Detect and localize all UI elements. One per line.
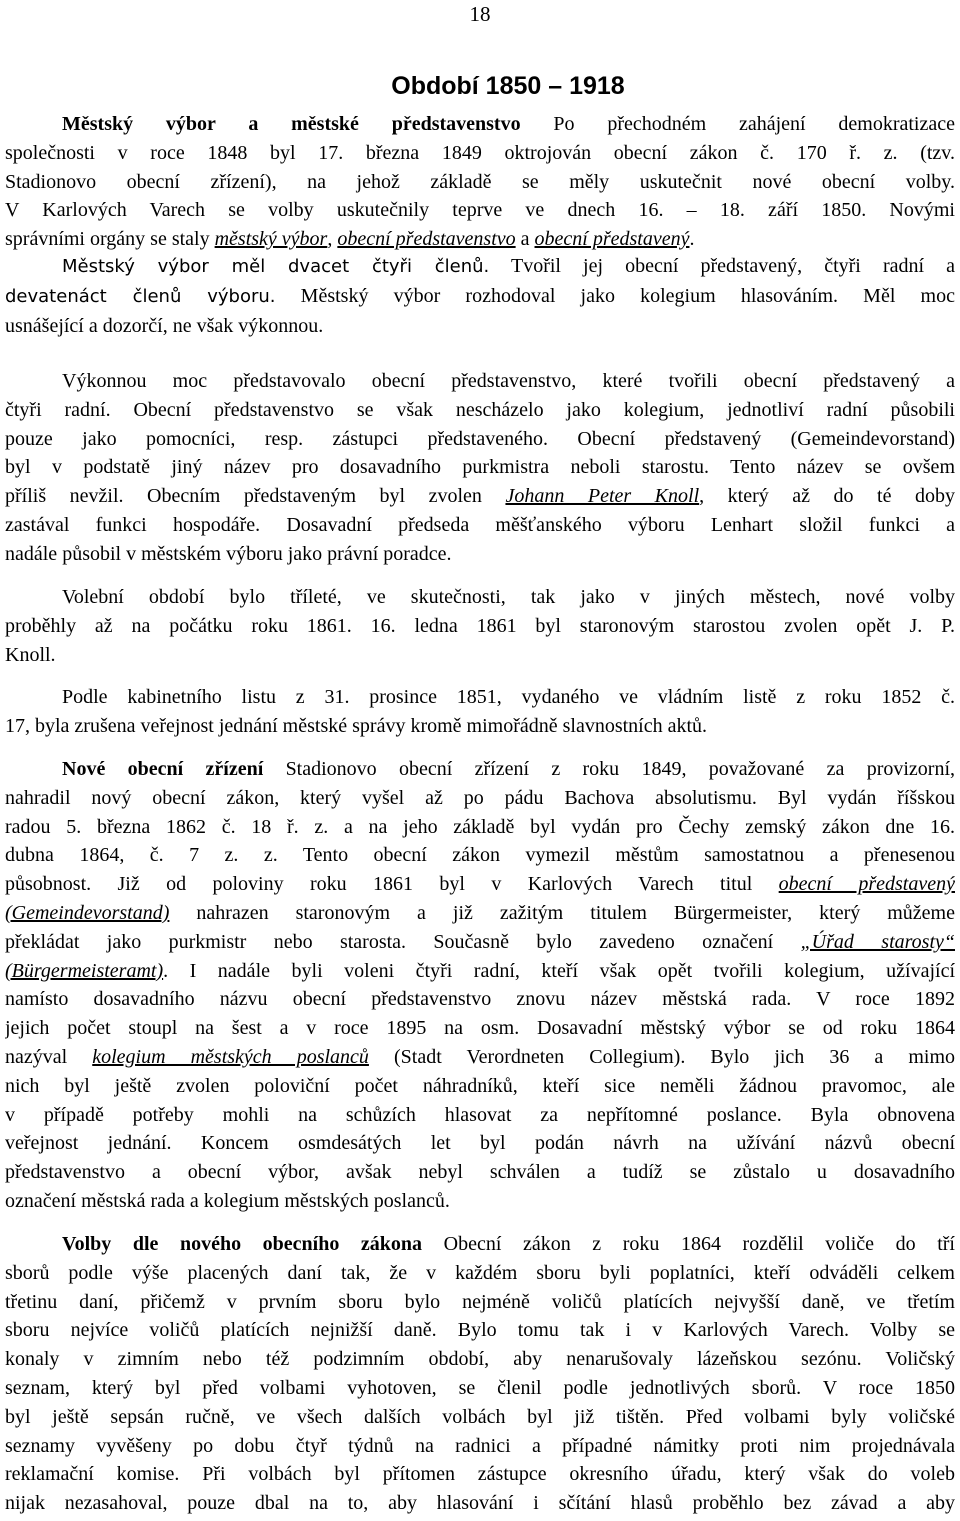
subheading-nove-obecni-zrizeni: Nové obecní zřízení (62, 758, 264, 780)
term-urad-starosty: „Úřad starosty“ (800, 930, 955, 953)
paragraph-nove-obecni-zrizeni: Nové obecní zřízení Stadionovo obecní zřízení z roku 1849, považované za provizorní, nahradil nový obecní zákon, který vyšel až po pádu Bachova absolutismu. Byl vydán říšskou radou 5. března 1862 č. 18 ř. z. a na jeho základě byl vydán pro Čechy zemský zákon dne 16. dubna 1864, č. 7 z. z. Tento obecní zákon vymezil městům samostatnou a přenesenou působnost. Již od poloviny roku 1861 byl v Karlových Varech titul obecní představený (Gemeindevorstand) nahrazen staronovým a již zažitým titulem Bürgermeister, který můžeme překládat jako purkmistr nebo starosta. Současně bylo zavedeno označení „Úřad starosty“ (Bürgermeisteramt). I nadále byli voleni čtyři radní, kteří však opět tvořili kolegium, užívající namísto dosavadního názvu obecní představenstvo znovu název městská rada. V roce 1892 jejich počet stoupl na šest a v roce 1895 na osm. Dosavadní městský výbor se od roku 1864 nazýval kolegium městských poslanců (Stadt Verordneten Collegium). Bylo jich 36 a mimo nich byl ještě zvolen poloviční počet náhradníků, kteří sice neměli žádnou pravomoc, ale v případě potřeby mohli na schůzích hlasovat za nepřítomné poslance. Byla obnovena veřejnost jednání. Koncem osmdesátých let byl podán návrh na užívání názvů obecní představenstvo a obecní výbor, avšak nebyl schválen a tudíž se zůstalo u dosavadního označení městská rada a kolegium městských poslanců. (5, 758, 955, 1212)
paragraph-volebni-obdobi: Volební období bylo tříleté, ve skutečnosti, tak jako v jiných městech, nové volby proběhly až na počátku roku 1861. 16. ledna 1861 byl staronovým starostou zvolen opět J. P. Knoll. (5, 586, 955, 666)
paragraph-mestsky-vybor: Městský výbor a městské představenstvo Po přechodném zahájení demokratizace společnosti v roce 1848 byl 17. března 1849 oktrojován obecní zákon č. 170 ř. z. (tzv. Stadionovo obecní zřízení), na jehož základě se měly uskutečnit nové obecní volby. V Karlových Varech se volby uskutečnily teprve ve dnech 16. – 18. září 1850. Novými správními orgány se staly městský výbor, obecní představenstvo a obecní představený. (5, 113, 955, 251)
paragraph-vykonna-moc: Výkonnou moc představovalo obecní představenstvo, které tvořili obecní představený a čtyři radní. Obecní představenstvo se však nescházelo jako kolegium, jednotliví radní působili pouze jako pomocníci, resp. zástupci představeného. Obecní představený (Gemeindevorstand) byl v podstatě jiný název pro dosavadního purkmistra neboli starostu. Tento název se ovšem příliš nevžil. Obecním představeným byl zvolen Johann Peter Knoll, který až do té doby zastával funkci hospodáře. Dosavadní předseda měšťanského výboru Lenhart složil funkci a nadále působil v městském výboru jako právní poradce. (5, 370, 955, 565)
paragraph-vybor-clenove: Městský výbor měl dvacet čtyři členů. Tvořil jej obecní představený, čtyři radní a devatenáct členů výboru. Městský výbor rozhodoval jako kolegium hlasováním. Měl moc usnášející a dozorčí, ne však výkonnou. (5, 255, 955, 337)
page-number: 18 (469, 2, 491, 26)
name-johann-peter-knoll: Johann Peter Knoll (505, 485, 700, 508)
subheading-volby: Volby dle nového obecního zákona (62, 1233, 423, 1255)
paragraph-kabinetni-list: Podle kabinetního listu z 31. prosince 1851, vydaného ve vládním listě z roku 1852 č. 17, byla zrušena veřejnost jednání městské správy kromě mimořádně slavnostních aktů. (5, 686, 955, 737)
term-burgermeisteramt: (Bürgermeisteramt) (5, 959, 164, 982)
term-kolegium-mestskych-poslancu: kolegium městských poslanců (92, 1045, 369, 1068)
term-obecni-predstavenstvo: obecní představenstvo (337, 228, 516, 251)
term-gemeindevorstand: (Gemeindevorstand) (5, 901, 170, 924)
term-obecni-predstaveny-2: obecní představený (778, 873, 955, 896)
section-heading: Období 1850 – 1918 (391, 72, 625, 100)
term-obecni-predstaveny: obecní představený (534, 228, 690, 251)
term-mestsky-vybor: městský výbor (214, 228, 328, 251)
paragraph-volby-dle-noveho-zakona: Volby dle nového obecního zákona Obecní zákon z roku 1864 rozdělil voliče do tří sborů podle výše placených daní tak, že v každém sboru byli poplatníci, kteří odváděli celkem třetinu daní, přičemž v prvním sboru bylo nejméně voličů platících nejvyšší daně, ve třetím sboru nejvíce voličů platících nejnižší daně. Bylo tomu tak i v Karlových Varech. Volby se konaly v zimním nebo též podzimním období, aby nenarušovaly lázeňskou sezónu. Voličský seznam, který byl před volbami vyhotoven, se členil podle jednotlivých sborů. V roce 1850 byl ještě sepsán ručně, ve všech dalších volbách byl již tištěn. Před volbami byly voličské seznamy vyvěšeny po dobu čtyř týdnů na radnici a případné námitky proti nim projednávala reklamační komise. Při volbách byl přítomen zástupce okresního úřadu, který však do voleb nijak nezasahoval, pouze dbal na to, aby hlasování i sčítání hlasů proběhlo bez závad a aby (5, 1233, 955, 1515)
subheading-mestsky-vybor: Městský výbor a městské představenstvo (62, 113, 521, 135)
